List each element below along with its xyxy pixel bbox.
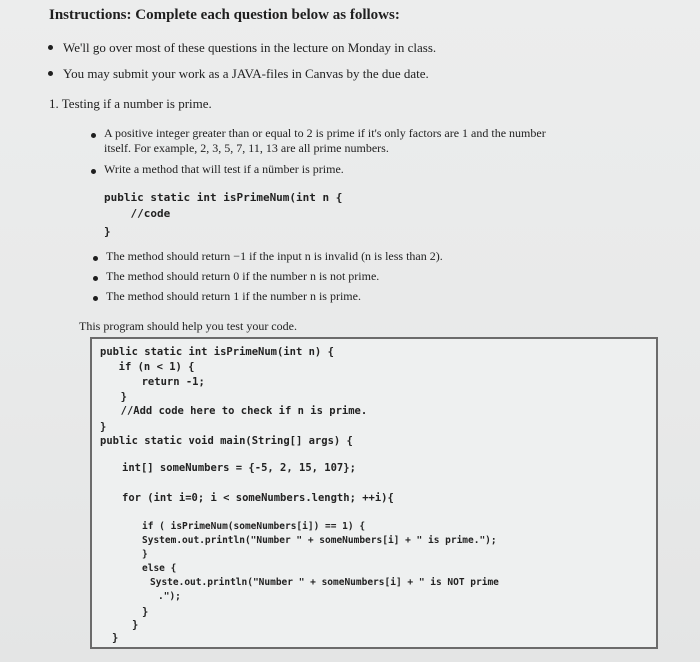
helper-text: This program should help you test your code.	[79, 319, 297, 333]
code-line: }	[132, 619, 139, 631]
code-line: int[] someNumbers = {-5, 2, 15, 107};	[122, 462, 356, 474]
bullet-icon	[93, 296, 98, 301]
bullet-icon	[93, 256, 98, 261]
code-line: }	[142, 606, 149, 618]
bullet-icon	[48, 45, 53, 50]
code-line: return -1;	[110, 376, 205, 388]
bullet-icon	[91, 169, 96, 174]
code-line: for (int i=0; i < someNumbers.length; ++i){	[122, 492, 394, 504]
instruction-text: We'll go over most of these questions in the lecture on Monday in class.	[63, 40, 437, 55]
code-line: }	[112, 632, 119, 644]
code-line: public static int isPrimeNum(int n) {	[100, 346, 334, 358]
question-point: itself. For example, 2, 3, 5, 7, 11, 13 are all prime numbers.	[104, 141, 389, 155]
code-line: System.out.println("Number " + someNumbers[i] + " is prime.");	[142, 535, 497, 546]
bullet-icon	[91, 133, 96, 138]
signature-line: public static int isPrimeNum(int n {	[104, 191, 343, 204]
instruction-item	[48, 66, 429, 82]
instruction-item	[48, 40, 436, 56]
question-point: A positive integer greater than or equal to 2 is prime if it's only factors are 1 and the number	[104, 126, 546, 140]
code-line: .");	[158, 591, 181, 602]
code-line: public static void main(String[] args) {	[100, 435, 353, 447]
code-line: }	[108, 391, 127, 403]
bullet-icon	[48, 71, 53, 76]
instruction-text: You may submit your work as a JAVA-files in Canvas by the due date.	[63, 66, 429, 81]
code-line: Syste.out.println("Number " + someNumbers[i] + " is NOT prime	[150, 577, 499, 588]
code-line: }	[100, 421, 107, 433]
page-title: Instructions: Complete each question below as follows:	[49, 7, 400, 23]
code-line: }	[142, 549, 148, 560]
code-line: if (n < 1) {	[106, 361, 195, 373]
signature-close: }	[104, 225, 111, 238]
code-line: else {	[142, 563, 177, 574]
question-point: Write a method that will test if a nümber is prime.	[104, 162, 344, 176]
rule-item: The method should return −1 if the input n is invalid (n is less than 2).	[106, 249, 443, 263]
code-block	[90, 337, 658, 649]
signature-comment: //code	[104, 207, 171, 220]
code-line: //Add code here to check if n is prime.	[108, 405, 368, 417]
bullet-icon	[93, 276, 98, 281]
code-line: if ( isPrimeNum(someNumbers[i]) == 1) {	[142, 521, 366, 532]
rule-item: The method should return 0 if the number n is not prime.	[106, 269, 380, 283]
question-title: 1. Testing if a number is prime.	[49, 96, 212, 111]
rule-item: The method should return 1 if the number n is prime.	[106, 289, 361, 303]
